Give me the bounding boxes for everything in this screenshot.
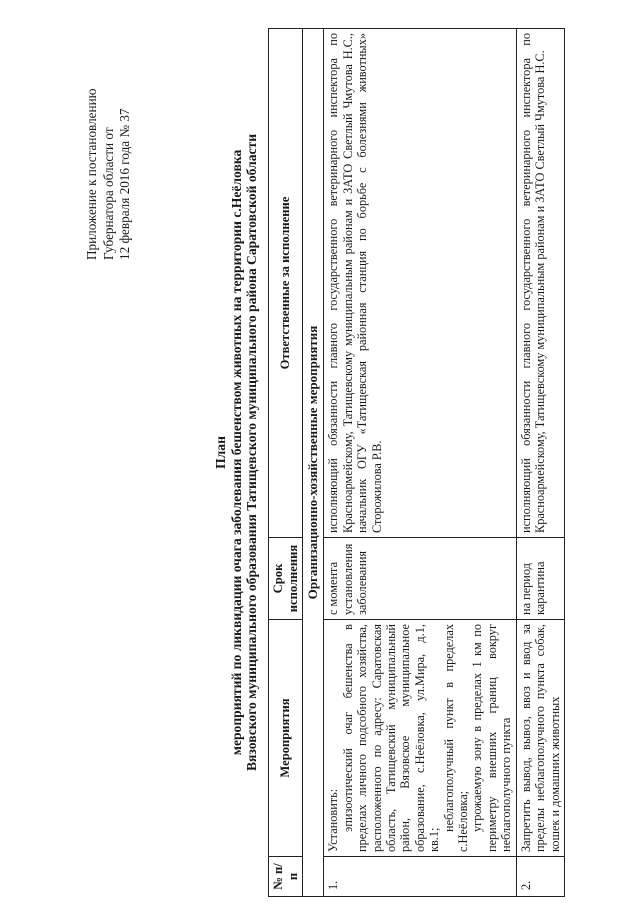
row-2-responsible: исполняющий обязанности главного государственного ветеринарного инспектора по Красноармейскому, Татищевскому муниципальным районам и ЗАТО Светлый Чмутова Н.С. [516, 29, 564, 538]
header-measures: Мероприятия [269, 620, 303, 857]
title-word: План [213, 436, 228, 469]
section-row [303, 29, 324, 897]
row-1-num: 1. [324, 857, 516, 897]
appendix-note [84, 0, 134, 260]
header-deadline: Срок исполнения [269, 538, 303, 620]
row-1-para-1: эпизоотический очаг бешенства в пределах личного подсобного хозяйства, расположенного по адресу: Саратовская область, Татищевский муниципальный район, Вязовское муниципальное образование, с.Неёловка, ул.Мира, д.1, кв.1; [340, 624, 442, 852]
header-responsible: Ответственные за исполнение [269, 29, 303, 538]
row-1-para-2: неблагополучный пункт в пределах с.Неёловка; [441, 624, 471, 852]
table-header-row [269, 29, 303, 897]
row-2-measures: Запретить вывод, вывоз, ввоз и ввод за пределы неблагополучного пункта собак, кошек и домашних животных [516, 620, 564, 857]
row-1-responsible: исполняющий обязанности главного государственного ветеринарного инспектора по Красноармейскому, Татищевскому муниципальным районам и ЗАТО Светлый Чмутова Н.С., начальник ОГУ «Татищевская районная станция по борьбе с болезнями животных» Сторожилова Р.В. [324, 29, 516, 538]
plan-table [268, 28, 565, 897]
row-1-deadline: с момента установления заболевания [324, 538, 516, 620]
document-title [213, 0, 260, 905]
appendix-line-3: 12 февраля 2016 года № 37 [117, 108, 132, 260]
appendix-line-1: Приложение к постановлению [84, 88, 99, 260]
row-2-deadline: на период карантина [516, 538, 564, 620]
title-line-3: Вязовского муниципального образования Татищевского муниципального района Саратовской области [244, 133, 260, 772]
row-1-measures [324, 620, 516, 857]
table-row [324, 29, 516, 897]
row-1-para-3: угрожаемую зону в пределах 1 км по периметру внешних границ вокруг неблагополучного пункта [470, 624, 514, 852]
table-row [516, 29, 564, 897]
section-title: Организационно-хозяйственные мероприятия [303, 29, 324, 897]
row-2-num: 2. [516, 857, 564, 897]
appendix-line-2: Губернатора области от [100, 127, 116, 260]
header-num: № п/п [269, 857, 303, 897]
title-line-2: мероприятий по ликвидации очага заболевания бешенством животных на территории с.Неёловка [228, 149, 244, 756]
row-1-intro: Установить: [326, 788, 341, 852]
